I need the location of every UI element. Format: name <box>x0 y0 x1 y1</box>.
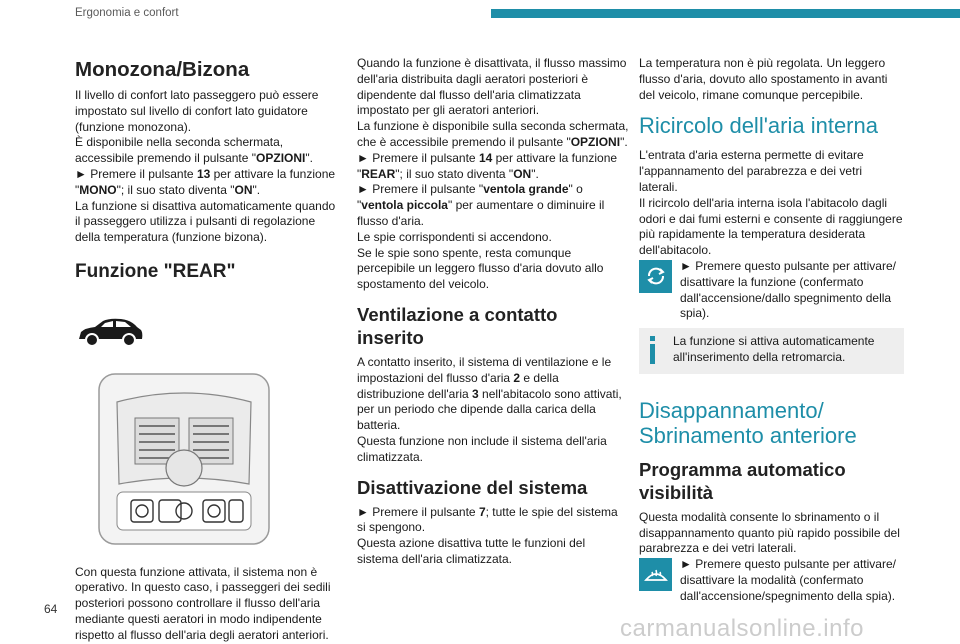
header-accent-bar <box>491 9 960 18</box>
ric-button-row <box>639 259 904 322</box>
prog-paragraph: Questa modalità consente lo sbrinamento o il disappannamento quanto più rapido possibile del parabrezza e dei vetri laterali. <box>639 509 900 556</box>
ric-button-text: ► Premere questo pulsante per attivare/ disattivare la funzione (confermato dall'accensione/dallo spegnimento della spia). <box>680 258 896 321</box>
prog-button-row <box>639 557 904 604</box>
mono-paragraph-3: ► Premere il pulsante 13 per attivare la funzione "MONO"; il suo stato diventa "ON". <box>75 166 336 197</box>
mono-paragraph-1: Il livello di confort lato passeggero può essere impostato sul livello di confort lato guidatore (funzione monozona). <box>75 88 319 134</box>
watermark: carmanualsonline.info <box>620 615 864 642</box>
ric-paragraph-2: Il ricircolo dell'aria interna isola l'abitacolo dagli odori e dai fumi esterni e consente di raggiungere più rapidamente la temperatura desiderata dell'abitacolo. <box>639 195 903 258</box>
rear-paragraph: Con questa funzione attivata, il sistema non è operativo. In questo caso, i passeggeri dei sedili posteriori possono controllare il flusso dell'aria mediante questi aeratori in modo indipendente rispetto al flusso dell'aria degli aeratori anteriori. <box>75 564 331 642</box>
heading-programma: Programma automatico visibilità <box>639 458 846 503</box>
rear-options-paragraph: La funzione è disponibile sulla seconda schermata, che è accessibile premendo il pulsante "OPZIONI". <box>357 119 629 149</box>
light-flow-paragraph: Se le spie sono spente, resta comunque percepibile un leggero flusso d'aria dovuto allo spostamento del veicolo. <box>357 245 604 292</box>
info-note <box>639 328 904 374</box>
indicator-paragraph: Le spie corrispondenti si accendono. <box>357 229 552 244</box>
section-header: Ergonomia e confort <box>75 7 179 19</box>
vent-paragraph-1: A contatto inserito, il sistema di ventilazione e le impostazioni del flusso d'aria 2 e della distribuzione dell'aria 3 nell'abitacolo sono attivati, per un periodo che dipende dalla carica della batteria. <box>357 354 622 433</box>
heading-disattivazione: Disattivazione del sistema <box>357 476 588 498</box>
heading-disappannamento: Disappannamento/ Sbrinamento anteriore <box>639 397 857 448</box>
column-1 <box>75 54 343 644</box>
rear-vent-illustration <box>97 372 271 546</box>
heading-monozona: Monozona/Bizona <box>75 58 250 81</box>
rear-button-14-paragraph: ► Premere il pulsante 14 per attivare la funzione "REAR"; il suo stato diventa "ON". <box>357 150 618 181</box>
heading-rear: Funzione "REAR" <box>75 260 236 282</box>
rear-paragraph-cont: Quando la funzione è disattivata, il flusso massimo dell'aria distribuita dagli aeratori posteriori è dipendente dal flusso dell'aria climatizzata impostato per gli aeratori anteriori. <box>357 56 627 118</box>
mono-paragraph-2: È disponibile nella seconda schermata, accessibile premendo il pulsante "OPZIONI". <box>75 135 313 166</box>
fan-button-paragraph: ► Premere il pulsante "ventola grande" o "ventola piccola" per aumentare o diminuire il flusso d'aria. <box>357 182 605 228</box>
dis-paragraph-1: ► Premere il pulsante 7; tutte le spie del sistema si spengono. <box>357 504 618 535</box>
vent-paragraph-2: Questa funzione non include il sistema dell'aria climatizzata. <box>357 433 607 464</box>
dis-paragraph-2: Questa azione disattiva tutte le funzioni del sistema dell'aria climatizzata. <box>357 536 586 566</box>
temp-paragraph: La temperatura non è più regolata. Un leggero flusso d'aria, dovuto allo spostamento in avanti del veicolo, rimane comunque percepibile. <box>639 56 888 102</box>
page-number: 64 <box>44 602 58 616</box>
prog-button-text: ► Premere questo pulsante per attivare/ disattivare la modalità (confermato dall'accensione/spegnimento della spia). <box>680 557 896 603</box>
recirculation-icon <box>639 260 672 293</box>
car-icon <box>75 315 145 349</box>
heading-ricircolo: Ricircolo dell'aria interna <box>639 113 878 139</box>
windshield-defrost-icon <box>639 558 672 591</box>
mono-paragraph-4: La funzione si disattiva automaticamente quando il passeggero utilizza i pulsanti di regolazione della temperatura (funzione bizona). <box>75 198 336 245</box>
column-3 <box>639 56 904 605</box>
column-2 <box>357 56 629 568</box>
info-note-text: La funzione si attiva automaticamente all'inserimento della retromarcia. <box>673 334 875 364</box>
heading-ventilazione: Ventilazione a contatto inserito <box>357 303 558 348</box>
info-icon <box>647 334 657 366</box>
ric-paragraph-1: L'entrata d'aria esterna permette di evitare l'appannamento del parabrezza e dei vetri laterali. <box>639 148 864 194</box>
